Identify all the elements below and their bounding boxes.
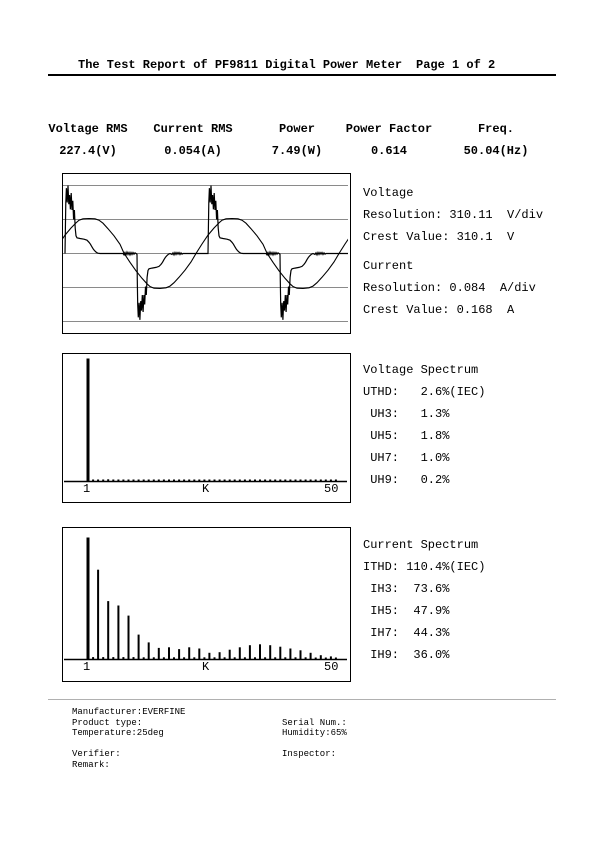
harmonic-bar <box>158 648 160 660</box>
harmonic-bar <box>279 480 281 482</box>
harmonic-bar <box>239 647 241 659</box>
harmonic-bar <box>148 480 150 482</box>
harmonic-bar <box>198 480 200 482</box>
harmonic-bar <box>122 480 124 482</box>
harmonic-bar <box>198 649 200 660</box>
current-section-title: Current <box>363 259 414 273</box>
harmonic-bar <box>244 657 246 659</box>
harmonic-bar <box>153 657 155 659</box>
harmonic-bar <box>97 480 99 482</box>
serial-num-field: Serial Num.: <box>282 717 347 728</box>
voltage-spectrum-title: Voltage Spectrum <box>363 363 479 377</box>
footer-spacer <box>72 739 272 750</box>
harmonic-bar <box>92 657 94 659</box>
harmonic-bar <box>315 658 317 660</box>
harmonic-bar <box>117 480 119 482</box>
harmonic-bar <box>143 480 145 482</box>
ih7-value: IH7: 44.3% <box>363 626 450 640</box>
harmonic-bar <box>178 480 180 482</box>
harmonic-bar <box>254 480 256 482</box>
harmonic-bar <box>143 657 145 659</box>
harmonic-bar <box>300 480 302 482</box>
measurement-value: 50.04(Hz) <box>463 144 529 158</box>
harmonic-bar <box>128 616 130 660</box>
harmonic-bar <box>188 480 190 482</box>
uh7-value: UH7: 1.0% <box>363 451 450 465</box>
footer-spacer <box>282 760 482 771</box>
measurement-power <box>258 122 336 158</box>
harmonic-bar <box>295 657 297 659</box>
harmonic-bar <box>193 480 195 482</box>
harmonic-bar <box>168 480 170 482</box>
harmonic-bar <box>259 480 261 482</box>
page-title: The Test Report of PF9811 Digital Power Meter <box>78 58 403 72</box>
xtick-k: K <box>202 482 210 496</box>
harmonic-bar <box>249 480 251 482</box>
harmonic-bar <box>183 480 185 482</box>
harmonic-bar <box>178 649 180 659</box>
harmonic-bar <box>320 655 322 659</box>
remark-field: Remark: <box>72 759 110 770</box>
product-type-field: Product type: <box>72 717 143 728</box>
current-trace <box>65 186 348 320</box>
harmonic-bar <box>188 647 190 659</box>
harmonic-bar <box>224 657 226 659</box>
voltage-resolution: Resolution: 310.11 V/div <box>363 208 544 222</box>
measurement-value: 0.054(A) <box>164 144 222 158</box>
footer-spacer <box>282 739 482 750</box>
waveform-info-panel <box>363 186 543 325</box>
harmonic-bar <box>117 606 119 660</box>
harmonic-bar <box>264 480 266 482</box>
harmonic-bar <box>208 653 210 660</box>
ih3-value: IH3: 73.6% <box>363 582 450 596</box>
waveform-chart <box>62 173 351 334</box>
harmonic-bar <box>300 650 302 659</box>
harmonic-bar <box>87 538 90 660</box>
harmonic-bar <box>158 480 160 482</box>
ih9-value: IH9: 36.0% <box>363 648 450 662</box>
harmonic-bar <box>107 479 109 481</box>
harmonic-bar <box>102 480 104 482</box>
measurement-label: Power <box>278 122 315 136</box>
humidity-field: Humidity:65% <box>282 728 347 738</box>
harmonic-bar <box>214 657 216 659</box>
harmonic-bar <box>284 480 286 482</box>
harmonic-bar <box>87 359 90 482</box>
harmonic-bar <box>269 480 271 482</box>
measurement-value: 0.614 <box>370 144 407 158</box>
current-spectrum-chart <box>62 527 351 682</box>
harmonic-bar <box>219 652 221 659</box>
measurement-label: Power Factor <box>345 122 433 136</box>
measurement-label: Voltage RMS <box>48 122 128 136</box>
measurement-value: 227.4(V) <box>59 144 117 158</box>
harmonic-bar <box>274 657 276 659</box>
waveform-plot <box>63 174 348 332</box>
harmonic-bar <box>138 635 140 660</box>
harmonic-bar <box>249 645 251 659</box>
xtick-1: 1 <box>83 660 91 674</box>
current-spectrum-panel <box>363 538 485 670</box>
footer-left-column <box>72 707 272 770</box>
harmonic-bar <box>107 601 109 659</box>
verifier-field: Verifier: <box>72 749 121 759</box>
uh5-value: UH5: 1.8% <box>363 429 450 443</box>
harmonic-bar <box>259 644 261 659</box>
harmonic-bar <box>148 642 150 659</box>
current-spectrum-plot <box>63 528 348 680</box>
footer-divider <box>48 699 556 700</box>
harmonic-bar <box>320 480 322 482</box>
harmonic-bar <box>305 480 307 482</box>
uh3-value: UH3: 1.3% <box>363 407 450 421</box>
harmonic-bar <box>97 570 99 660</box>
harmonic-bar <box>289 480 291 482</box>
voltage-spectrum-chart <box>62 353 351 503</box>
harmonic-bar <box>274 480 276 482</box>
harmonic-bar <box>229 480 231 482</box>
harmonic-bar <box>234 657 236 659</box>
harmonic-bar <box>295 480 297 482</box>
harmonic-bar <box>173 480 175 482</box>
uthd-value: UTHD: 2.6%(IEC) <box>363 385 486 399</box>
measurement-frequency <box>450 122 542 158</box>
voltage-crest-value: Crest Value: 310.1 V <box>363 230 515 244</box>
inspector-field: Inspector: <box>282 749 337 759</box>
harmonic-bar <box>315 480 317 482</box>
uh9-value: UH9: 0.2% <box>363 473 450 487</box>
voltage-spectrum-plot <box>63 354 348 501</box>
current-spectrum-title: Current Spectrum <box>363 538 479 552</box>
harmonic-bar <box>173 657 175 659</box>
harmonic-bar <box>234 480 236 482</box>
measurement-label: Current RMS <box>153 122 233 136</box>
xtick-50: 50 <box>324 482 339 496</box>
harmonic-bar <box>133 657 135 659</box>
ithd-value: ITHD: 110.4%(IEC) <box>363 560 486 574</box>
harmonic-bar <box>310 653 312 660</box>
harmonic-bar <box>122 657 124 659</box>
xtick-1: 1 <box>83 482 91 496</box>
harmonic-bar <box>183 657 185 659</box>
manufacturer-field: Manufacturer:EVERFINE <box>72 707 186 717</box>
harmonic-bar <box>92 480 94 482</box>
harmonic-bar <box>138 480 140 482</box>
harmonic-bar <box>305 657 307 659</box>
footer-spacer <box>282 707 482 718</box>
harmonic-bar <box>153 480 155 482</box>
harmonic-bar <box>168 647 170 659</box>
page-number: Page 1 of 2 <box>416 58 496 72</box>
harmonic-bar <box>224 480 226 482</box>
harmonic-bar <box>133 480 135 482</box>
harmonic-bar <box>163 657 165 659</box>
harmonic-bar <box>284 657 286 659</box>
current-resolution: Resolution: 0.084 A/div <box>363 281 536 295</box>
measurement-label: Freq. <box>477 122 514 136</box>
footer-right-column <box>282 707 482 770</box>
harmonic-bar <box>229 650 231 660</box>
voltage-spectrum-panel <box>363 363 485 495</box>
harmonic-bar <box>102 657 104 659</box>
harmonic-bar <box>254 657 256 659</box>
harmonic-bar <box>264 657 266 659</box>
measurement-current-rms <box>146 122 240 158</box>
harmonic-bar <box>112 657 114 659</box>
ih5-value: IH5: 47.9% <box>363 604 450 618</box>
measurement-value: 7.49(W) <box>271 144 323 158</box>
temperature-field: Temperature:25deg <box>72 728 164 738</box>
harmonic-bar <box>289 649 291 660</box>
measurement-voltage-rms <box>38 122 138 158</box>
harmonic-bar <box>193 657 195 659</box>
harmonic-bar <box>128 480 130 482</box>
harmonic-bar <box>279 647 281 660</box>
xtick-k: K <box>202 660 210 674</box>
harmonic-bar <box>310 480 312 482</box>
xtick-50: 50 <box>324 660 339 674</box>
harmonic-bar <box>219 480 221 482</box>
measurement-power-factor <box>340 122 438 158</box>
harmonic-bar <box>239 480 241 482</box>
harmonic-bar <box>163 480 165 482</box>
harmonic-bar <box>214 480 216 482</box>
harmonic-bar <box>112 480 114 482</box>
title-underline <box>48 74 556 76</box>
current-crest-value: Crest Value: 0.168 A <box>363 303 515 317</box>
harmonic-bar <box>244 480 246 482</box>
voltage-section-title: Voltage <box>363 186 414 200</box>
harmonic-bar <box>269 645 271 659</box>
